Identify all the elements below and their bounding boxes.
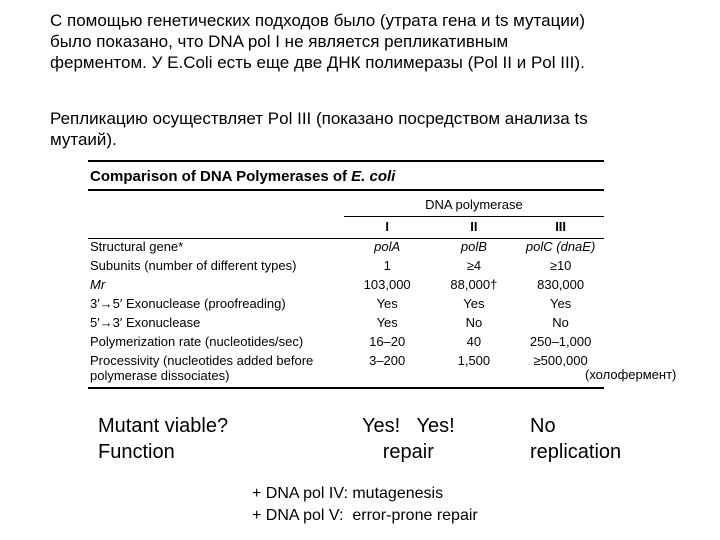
function-label: Function — [98, 441, 175, 463]
intro-line-1: С помощью генетических подходов было (утрата гена и ts мутации) — [50, 11, 585, 30]
table-row: Mr 103,000 88,000† 830,000 — [90, 277, 585, 292]
polymerase-comparison-table — [88, 160, 604, 389]
table-row: Structural gene* polA polB polC (dnaE) — [90, 239, 596, 254]
replication-text: replication — [530, 441, 622, 463]
table-row: Subunits (number of different types) 1 ≥4 ≥10 — [90, 258, 572, 273]
no-text: No — [530, 415, 556, 437]
table-row: 3′→5′ Exonuclease (proofreading) Yes Yes Yes — [90, 296, 572, 311]
group-header: DNA polymerase — [344, 191, 604, 217]
intro-line-3: ферментом. У E.Coli есть еще две ДНК полимеразы (Pol II и Pol III). — [50, 53, 585, 72]
table-title: Comparison of DNA Polymerases of E. coli — [88, 160, 604, 191]
table-title-organism: E. coli — [351, 168, 396, 185]
pol-I-II-result — [362, 413, 455, 465]
table-row: Polymerization rate (nucleotides/sec) 16–20 40 250–1,000 — [90, 334, 592, 349]
yes-yes-text: Yes! Yes! — [362, 415, 455, 437]
column-header-II: II — [431, 217, 518, 239]
table-row: Processivity (nucleotides added before polymerase dissociates) 3–200 1,500 ≥500,000 — [88, 353, 604, 388]
replication-line-1: Репликацию осуществляет Pol III (показано посредством анализа ts — [50, 109, 588, 128]
pol-IV-line: + DNA pol IV: mutagenesis — [252, 485, 444, 502]
column-header-I: I — [344, 217, 431, 239]
replication-paragraph — [50, 108, 710, 150]
mutant-labels — [98, 413, 228, 465]
table-row: 5′→3′ Exonuclease Yes No No — [90, 315, 569, 330]
column-header-III: III — [517, 217, 604, 239]
replication-line-2: мутаий). — [50, 130, 117, 149]
mutant-viable-label: Mutant viable? — [98, 415, 229, 437]
pol-III-result — [530, 413, 621, 465]
intro-line-2: было показано, что DNA pol I не является репликативным — [50, 32, 509, 51]
pol-V-line: + DNA pol V: error-prone repair — [252, 507, 478, 524]
comparison-table — [88, 191, 604, 389]
intro-paragraph — [50, 10, 710, 73]
repair-text: repair — [382, 441, 434, 463]
holoenzyme-note: (холофермент) — [585, 367, 677, 382]
